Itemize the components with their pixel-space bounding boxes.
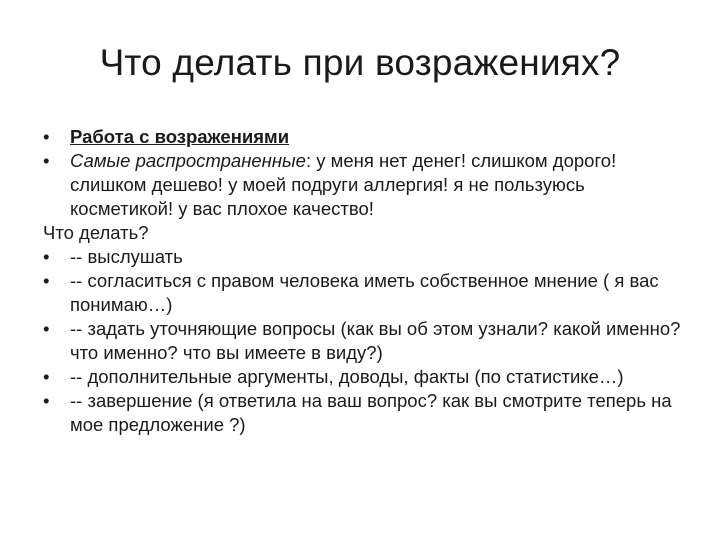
step-item-listen (43, 245, 683, 269)
bullet-icon: • (43, 270, 50, 291)
what-to-do-heading: Что делать? (43, 222, 149, 243)
step-text: -- задать уточняющие вопросы (как вы об этом узнали? какой именно? что именно? что вы имеете в виду?) (70, 318, 681, 363)
step-text: -- завершение (я ответила на ваш вопрос? как вы смотрите теперь на мое предложение ?) (70, 390, 672, 435)
common-objections-lead: Самые распространенные (70, 150, 306, 171)
bullet-icon: • (43, 366, 50, 387)
bullet-icon: • (43, 126, 50, 147)
bullet-item-objections-work (43, 125, 683, 149)
step-item-clarify (43, 317, 683, 365)
bullet-icon: • (43, 246, 50, 267)
step-item-closing (43, 389, 683, 437)
bullet-icon: • (43, 390, 50, 411)
step-text: -- согласиться с правом человека иметь собственное мнение ( я вас понимаю…) (70, 270, 659, 315)
slide-body (43, 125, 683, 437)
objections-heading: Работа с возражениями (70, 126, 290, 147)
step-item-agree (43, 269, 683, 317)
bullet-icon: • (43, 318, 50, 339)
step-item-arguments (43, 365, 683, 389)
step-text: -- дополнительные аргументы, доводы, факты (по статистике…) (70, 366, 624, 387)
common-objections-text: : у меня нет денег! слишком дорого! слишком дешево! у моей подруги аллергия! я не пользуюсь косметикой! у вас плохое качество! (70, 150, 617, 219)
bullet-icon: • (43, 150, 50, 171)
bullet-item-common-objections (43, 149, 683, 221)
slide-title: Что делать при возражениях? (99, 42, 621, 83)
step-text: -- выслушать (70, 246, 183, 267)
